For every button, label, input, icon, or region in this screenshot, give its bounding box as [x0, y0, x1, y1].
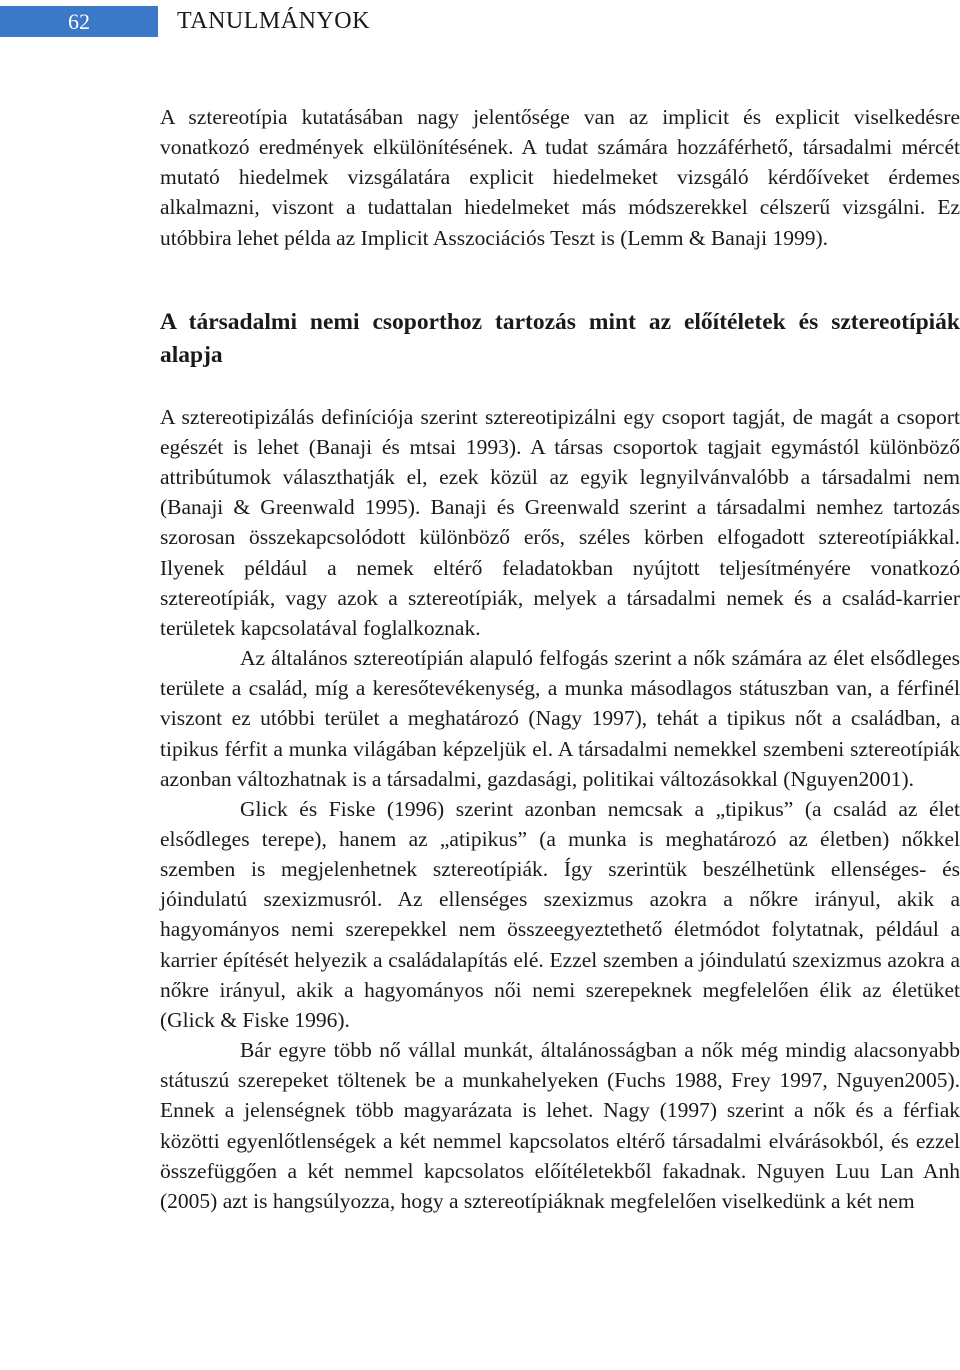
paragraph-3: Glick és Fiske (1996) szerint azonban nemcsak a „tipikus” (a család az élet elsődleges terepe), hanem az „atipikus” (a munka is meghatározó az életben) nőkkel szemben is megjelenhetnek sztereotípiák. Így szerintük beszélhetünk ellenséges- és jóindulatú szexizmusról. Az ellenséges szexizmus azokra a nőkre irányul, akik a hagyományos nemi szerepekkel nem összeegyeztethető életmódot folytatnak, például a karrier építését helyezik a családalapítás elé. Ezzel szemben a jóindulatú szexizmus azokra a nőkre irányul, akik a hagyományos női nemi szerepeknek megfelelően élik az életüket (Glick & Fiske 1996).	[160, 796, 960, 1032]
article-body	[160, 102, 960, 1216]
intro-paragraph: A sztereotípia kutatásában nagy jelentősége van az implicit és explicit viselkedésre vonatkozó eredmények elkülönítésének. A tudat számára hozzáférhető, társadalmi mércét mutató hiedelmek vizsgálatára explicit hiedelmeket vizsgáló kérdőíveket érdemes alkalmazni, viszont a tudattalan hiedelmeket más módszerekkel célszerű vizsgálni. Ez utóbbira lehet példa az Implicit Asszociációs Teszt is (Lemm & Banaji 1999).	[160, 105, 960, 250]
page-number: 62	[0, 6, 158, 37]
running-head-title: TANULMÁNYOK	[177, 8, 370, 34]
paragraph-2: Az általános sztereotípián alapuló felfogás szerint a nők számára az élet elsődleges területe a család, míg a keresőtevékenység, a munka másodlagos státuszban van, a férfinél viszont ez utóbbi terület a meghatározó (Nagy 1997), tehát a tipikus nőt a családban, a tipikus férfit a munka világában képzeljük el. A társadalmi nemekkel szembeni sztereotípiák azonban változhatnak is a társadalmi, gazdasági, politikai változásokkal (Nguyen2001).	[160, 646, 960, 791]
section-heading: A társadalmi nemi csoporthoz tartozás mint az előítéletek és sztereotípiák alapja	[160, 308, 960, 368]
paragraph-1: A sztereotipizálás definíciója szerint sztereotipizálni egy csoport tagját, de magát a csoport egészét is lehet (Banaji és mtsai 1993). A társas csoportok tagjait egymástól különböző attribútumok választhatják el, ezek közül az egyik legnyilvánvalóbb a társadalmi nem (Banaji & Greenwald 1995). Banaji és Greenwald szerint a társadalmi nemhez tartozás szorosan összekapcsolódott különböző erős, széles körben elfogadott sztereotípiákkal. Ilyenek például a nemek eltérő feladatokban nyújtott teljesítményére vonatkozó sztereotípiák, vagy azok a sztereotípiák, melyek a társadalmi nemek és a család-karrier területek kapcsolatával foglalkoznak.	[160, 404, 960, 640]
paragraph-4: Bár egyre több nő vállal munkát, általánosságban a nők még mindig alacsonyabb státuszú szerepeket töltenek be a munkahelyeken (Fuchs 1988, Frey 1997, Nguyen2005). Ennek a jelenségnek több magyarázata is lehet. Nagy (1997) szerint a nők és a férfiak közötti egyenlőtlenségek a két nemmel kapcsolatos eltérő társadalmi elvárásokból, és ezzel összefüggően a két nemmel kapcsolatos előítéletekből fakadnak. Nguyen Luu Lan Anh (2005) azt is hangsúlyozza, hogy a sztereotípiáknak megfelelően viselkedünk a két nem	[160, 1038, 960, 1213]
